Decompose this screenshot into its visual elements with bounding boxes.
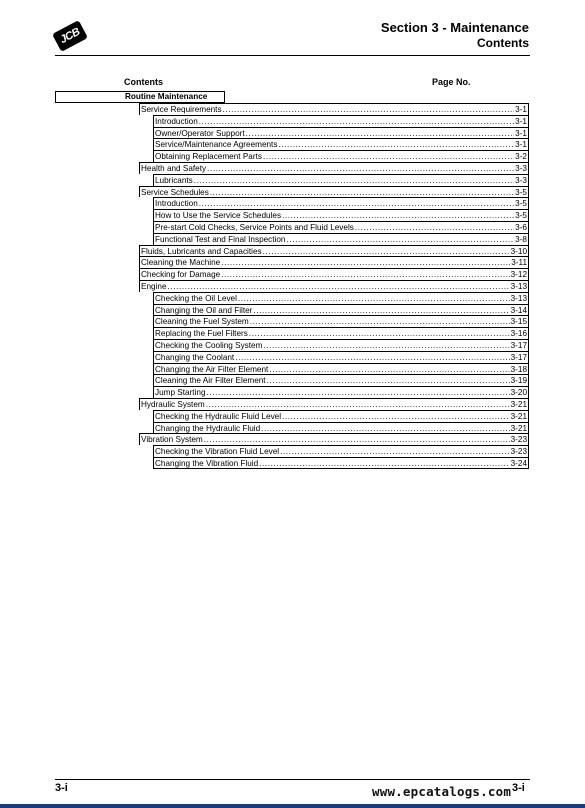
- toc-entry[interactable]: [55, 209, 529, 221]
- toc-entry[interactable]: [55, 127, 529, 139]
- toc-entry-title: Vibration System: [141, 435, 203, 445]
- toc-entry-title: Checking the Hydraulic Fluid Level: [155, 411, 282, 421]
- toc-entry-page-number: 3-3: [515, 175, 527, 185]
- toc-entry[interactable]: [55, 280, 529, 292]
- toc-entry-page-number: 3-10: [510, 246, 527, 256]
- toc-entry-page-number: 3-23: [510, 447, 527, 457]
- footer-divider: [55, 779, 530, 780]
- toc-entry-page-number: 3-5: [515, 187, 527, 197]
- toc-entry-title: Functional Test and Final Inspection: [155, 234, 286, 244]
- toc-entry-line: [153, 221, 529, 233]
- toc-entry-page-number: 3-1: [515, 105, 527, 114]
- toc-entry-line: [139, 256, 529, 268]
- toc-entry[interactable]: [55, 186, 529, 198]
- toc-entry-line: [153, 315, 529, 327]
- toc-entry-page-number: 3-3: [515, 163, 527, 173]
- toc-entry-page-number: 3-17: [510, 352, 527, 362]
- toc-entry-line: [153, 233, 529, 245]
- toc-entry-page-number: 3-15: [510, 317, 527, 327]
- toc-entry-page-number: 3-21: [510, 411, 527, 421]
- toc-entry-line: [153, 138, 529, 150]
- toc-entry-page-number: 3-16: [510, 329, 527, 339]
- toc-entry-line: [139, 280, 529, 292]
- section-subtitle: Contents: [477, 36, 529, 50]
- toc-entry[interactable]: [55, 339, 529, 351]
- toc-entry-title: Replacing the Fuel Filters: [155, 329, 248, 339]
- toc-leader-dots: [259, 458, 509, 470]
- toc-entry-line: [153, 197, 529, 209]
- toc-entry-page-number: 3-18: [510, 364, 527, 374]
- toc-entry[interactable]: [55, 138, 529, 150]
- toc-entry-title: Changing the Oil and Filter: [155, 305, 253, 315]
- toc-entry-page-number: 3-12: [510, 270, 527, 280]
- toc-entry-page-number: 3-1: [515, 140, 527, 150]
- toc-entry-title: Service Requirements: [141, 105, 222, 114]
- toc-entry-title: Checking for Damage: [141, 270, 221, 280]
- toc-entry-title: Pre-start Cold Checks, Service Points and Fluid Levels: [155, 222, 354, 232]
- toc-entry-page-number: 3-1: [515, 128, 527, 138]
- toc-entry-line: [153, 115, 529, 127]
- toc-entry-title: Health and Safety: [141, 163, 207, 173]
- toc-entry-title: Checking the Oil Level: [155, 293, 237, 303]
- toc-entry-title: Service Schedules: [141, 187, 209, 197]
- toc-entry[interactable]: [55, 197, 529, 209]
- toc-section-label: Routine Maintenance: [125, 92, 208, 101]
- toc-entry-page-number: 3-17: [510, 340, 527, 350]
- toc-entry-title: Checking the Cooling System: [155, 340, 263, 350]
- toc-entry[interactable]: [55, 457, 529, 469]
- toc-entry-line: [153, 327, 529, 339]
- page-folio-left: 3-i: [55, 782, 68, 794]
- toc-entry-line: [139, 433, 529, 445]
- toc-entry[interactable]: [55, 445, 529, 457]
- toc-entry-page-number: 3-2: [515, 152, 527, 162]
- toc-entry-line: [153, 445, 529, 457]
- toc-entry-line: [153, 127, 529, 139]
- toc-entry-line: [139, 186, 529, 198]
- toc-entry-page-number: 3-21: [510, 399, 527, 409]
- toc-entry-page-number: 3-11: [511, 258, 527, 268]
- toc-entry-line: [153, 351, 529, 363]
- toc-entry-page-number: 3-21: [510, 423, 527, 433]
- toc-section-routine-maintenance[interactable]: [55, 91, 225, 103]
- table-of-contents: [55, 91, 529, 469]
- toc-entry-page-number: 3-5: [515, 211, 527, 221]
- jcb-logo: JCB: [52, 20, 88, 52]
- page-folio-right: 3-i: [512, 782, 525, 794]
- toc-entry[interactable]: [55, 221, 529, 233]
- toc-entry-title: Cleaning the Fuel System: [155, 317, 249, 327]
- toc-entry-title: Introduction: [155, 116, 198, 126]
- watermark: www.epcatalogs.com: [372, 784, 512, 799]
- toc-entry-title: Changing the Hydraulic Fluid: [155, 423, 261, 433]
- toc-entry-title: How to Use the Service Schedules: [155, 211, 282, 221]
- toc-entry[interactable]: [55, 268, 529, 280]
- toc-entry[interactable]: [55, 245, 529, 257]
- toc-entry[interactable]: [55, 422, 529, 434]
- toc-entry-line: [153, 304, 529, 316]
- toc-entry[interactable]: [55, 304, 529, 316]
- section-title: Section 3 - Maintenance: [380, 20, 529, 35]
- toc-entry-title: Owner/Operator Support: [155, 128, 245, 138]
- toc-entry-title: Lubricants: [155, 175, 193, 185]
- toc-entry-page-number: 3-1: [515, 116, 527, 126]
- toc-entry-title: Cleaning the Air Filter Element: [155, 376, 266, 386]
- toc-entry-title: Cleaning the Machine: [141, 258, 221, 268]
- toc-entry[interactable]: [55, 374, 529, 386]
- toc-entry-line: [153, 422, 529, 434]
- toc-entry-line: [153, 174, 529, 186]
- toc-entry-page-number: 3-6: [515, 222, 527, 232]
- bottom-color-bar: [0, 804, 585, 808]
- toc-entry[interactable]: [55, 115, 529, 127]
- toc-entry[interactable]: [55, 292, 529, 304]
- page-header: [0, 0, 585, 56]
- toc-entry[interactable]: [55, 410, 529, 422]
- toc-entry[interactable]: [55, 327, 529, 339]
- toc-entry[interactable]: [55, 386, 529, 398]
- toc-entry[interactable]: [55, 433, 529, 445]
- toc-entry-title: Checking the Vibration Fluid Level: [155, 447, 280, 457]
- toc-entry-title: Engine: [141, 281, 167, 291]
- toc-entry-line: [153, 457, 529, 469]
- toc-entry-line: [139, 103, 529, 115]
- toc-entry-line: [153, 150, 529, 162]
- toc-entry-line: [139, 268, 529, 280]
- toc-entry-page-number: 3-13: [510, 293, 527, 303]
- toc-entry-line: [153, 386, 529, 398]
- toc-entry[interactable]: [55, 351, 529, 363]
- toc-entry-title: Fluids, Lubricants and Capacities: [141, 246, 262, 256]
- toc-entry[interactable]: [55, 103, 529, 115]
- toc-entry[interactable]: [55, 256, 529, 268]
- toc-entry[interactable]: [55, 398, 529, 410]
- toc-entry-line: [139, 245, 529, 257]
- toc-entry-line: [153, 209, 529, 221]
- toc-entry[interactable]: [55, 315, 529, 327]
- toc-entry-page-number: 3-14: [510, 305, 527, 315]
- toc-entry-page-number: 3-19: [510, 376, 527, 386]
- toc-entry-title: Jump Starting: [155, 388, 206, 398]
- toc-entry[interactable]: [55, 233, 529, 245]
- toc-entry-line: [139, 398, 529, 410]
- toc-entry[interactable]: [55, 174, 529, 186]
- toc-entry-title: Hydraulic System: [141, 399, 205, 409]
- toc-entry-page-number: 3-23: [510, 435, 527, 445]
- toc-entry[interactable]: [55, 162, 529, 174]
- page-number-column-heading: Page No.: [432, 77, 471, 87]
- toc-entry-title: Changing the Vibration Fluid: [155, 458, 259, 468]
- toc-entry-title: Service/Maintenance Agreements: [155, 140, 278, 150]
- toc-entry-title: Changing the Coolant: [155, 352, 235, 362]
- toc-entry-page-number: 3-5: [515, 199, 527, 209]
- toc-entry-line: [139, 162, 529, 174]
- toc-entry-line: [153, 292, 529, 304]
- toc-entry-line: [153, 339, 529, 351]
- toc-entry-line: [153, 374, 529, 386]
- toc-entry[interactable]: [55, 150, 529, 162]
- toc-entry-page-number: 3-24: [510, 458, 527, 468]
- toc-entry-title: Changing the Air Filter Element: [155, 364, 269, 374]
- toc-entry-title: Introduction: [155, 199, 198, 209]
- toc-entry-page-number: 3-20: [510, 388, 527, 398]
- contents-column-heading: Contents: [124, 77, 163, 87]
- toc-entry-title: Obtaining Replacement Parts: [155, 152, 262, 162]
- toc-entry-line: [153, 410, 529, 422]
- toc-entry-page-number: 3-13: [510, 281, 527, 291]
- header-divider: [55, 55, 530, 56]
- toc-entry-page-number: 3-8: [515, 234, 527, 244]
- toc-entry[interactable]: [55, 363, 529, 375]
- toc-entry-line: [153, 363, 529, 375]
